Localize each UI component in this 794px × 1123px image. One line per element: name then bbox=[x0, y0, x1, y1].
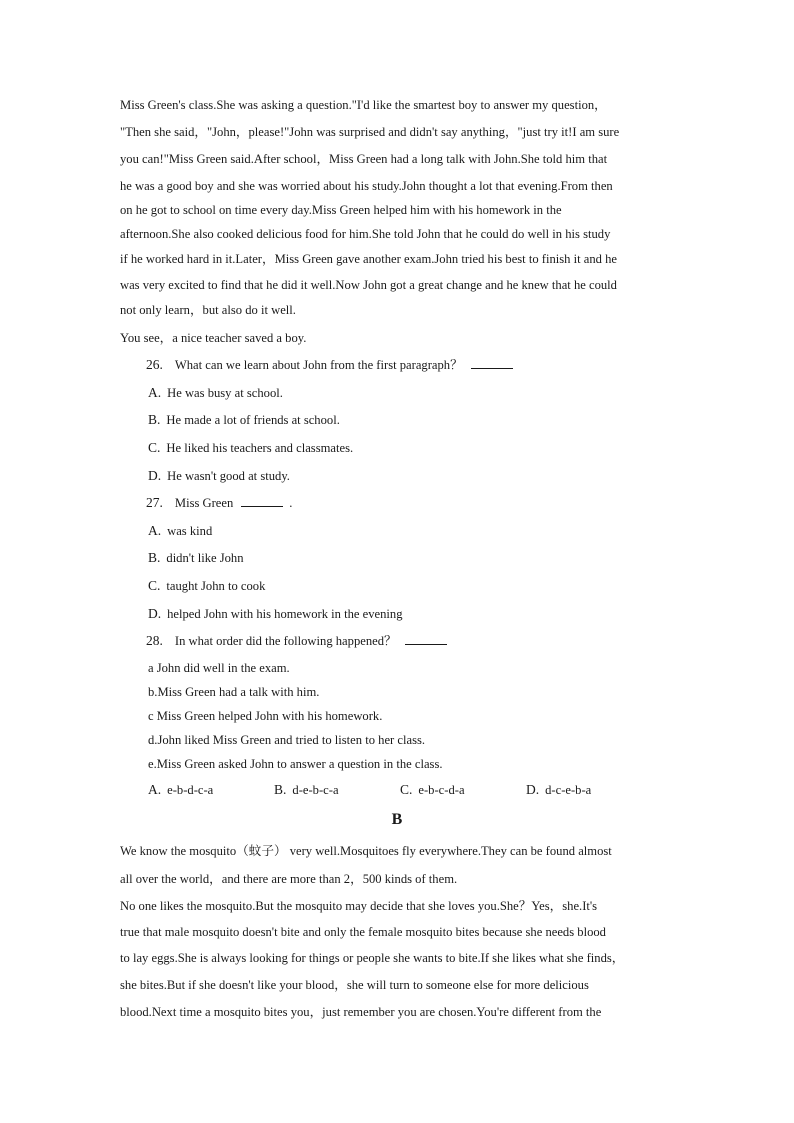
option-letter: D. bbox=[526, 782, 540, 797]
passage-a-line: You see，a nice teacher saved a boy. bbox=[120, 331, 307, 345]
option-text: e-b-d-c-a bbox=[167, 783, 214, 797]
question-27-option-b[interactable] bbox=[148, 550, 244, 566]
option-text: He liked his teachers and classmates. bbox=[166, 441, 354, 455]
option-letter: D. bbox=[148, 606, 162, 621]
passage-a-line: afternoon.She also cooked delicious food for him.She told John that he could do well in his study bbox=[120, 227, 611, 241]
option-text: He made a lot of friends at school. bbox=[166, 413, 340, 427]
question-text-end: . bbox=[289, 496, 293, 510]
question-number: 28. bbox=[146, 633, 163, 648]
option-letter: B. bbox=[274, 782, 287, 797]
event-item: a John did well in the exam. bbox=[148, 661, 290, 675]
option-text: He was busy at school. bbox=[167, 386, 283, 400]
option-letter: A. bbox=[148, 782, 162, 797]
question-27-option-a[interactable] bbox=[148, 523, 212, 539]
option-letter: D. bbox=[148, 468, 162, 483]
option-text: e-b-c-d-a bbox=[418, 783, 465, 797]
question-26-option-a[interactable] bbox=[148, 385, 283, 401]
question-27-option-c[interactable] bbox=[148, 578, 265, 594]
event-item: e.Miss Green asked John to answer a question in the class. bbox=[148, 757, 443, 771]
question-28-option-c[interactable] bbox=[400, 782, 465, 798]
passage-a-line: if he worked hard in it.Later，Miss Green gave another exam.John tried his best to finish it and he bbox=[120, 252, 617, 266]
passage-a-line: "Then she said，"John，please!"John was surprised and didn't say anything，"just try it!I am sure bbox=[120, 125, 620, 139]
question-28 bbox=[146, 633, 447, 649]
passage-b-line: No one likes the mosquito.But the mosquito may decide that she loves you.She？Yes，she.It's bbox=[120, 899, 598, 913]
option-text: didn't like John bbox=[166, 551, 244, 565]
passage-a-line: not only learn，but also do it well. bbox=[120, 303, 296, 317]
option-letter: A. bbox=[148, 385, 162, 400]
passage-b-line: true that male mosquito doesn't bite and only the female mosquito bites because she needs blood bbox=[120, 925, 606, 939]
question-26 bbox=[146, 357, 513, 373]
option-text: taught John to cook bbox=[166, 579, 266, 593]
option-letter: B. bbox=[148, 550, 161, 565]
option-letter: C. bbox=[148, 578, 161, 593]
question-28-option-a[interactable] bbox=[148, 782, 213, 798]
passage-a-line: on he got to school on time every day.Miss Green helped him with his homework in the bbox=[120, 203, 562, 217]
option-text: helped John with his homework in the evening bbox=[167, 607, 403, 621]
section-heading: B bbox=[391, 811, 403, 828]
question-text: Miss Green bbox=[174, 496, 234, 510]
event-item: b.Miss Green had a talk with him. bbox=[148, 685, 320, 699]
passage-a-line: Miss Green's class.She was asking a question."I'd like the smartest boy to answer my question， bbox=[120, 98, 607, 112]
answer-blank[interactable] bbox=[405, 634, 447, 645]
passage-a-line: was very excited to find that he did it well.Now John got a great change and he knew that he could bbox=[120, 278, 617, 292]
question-27-option-d[interactable] bbox=[148, 606, 403, 622]
question-28-option-d[interactable] bbox=[526, 782, 591, 798]
option-text: He wasn't good at study. bbox=[167, 469, 290, 483]
passage-a-line: you can!"Miss Green said.After school，Miss Green had a long talk with John.She told him that bbox=[120, 152, 608, 166]
question-26-option-b[interactable] bbox=[148, 412, 340, 428]
question-text: In what order did the following happened？ bbox=[174, 634, 397, 648]
event-item: c Miss Green helped John with his homework. bbox=[148, 709, 383, 723]
passage-b-line: We know the mosquito（蚊子） very well.Mosquitoes fly everywhere.They can be found almost bbox=[120, 844, 612, 858]
question-27 bbox=[146, 495, 292, 511]
question-26-option-d[interactable] bbox=[148, 468, 290, 484]
passage-b-line: blood.Next time a mosquito bites you，just remember you are chosen.You're different from the bbox=[120, 1005, 602, 1019]
question-number: 27. bbox=[146, 495, 163, 510]
option-letter: C. bbox=[400, 782, 413, 797]
option-letter: A. bbox=[148, 523, 162, 538]
passage-b-line: all over the world，and there are more than 2，500 kinds of them. bbox=[120, 872, 458, 886]
question-number: 26. bbox=[146, 357, 163, 372]
option-letter: C. bbox=[148, 440, 161, 455]
option-text: d-e-b-c-a bbox=[292, 783, 339, 797]
answer-blank[interactable] bbox=[241, 496, 283, 507]
option-text: d-c-e-b-a bbox=[545, 783, 592, 797]
passage-b-line: to lay eggs.She is always looking for things or people she wants to bite.If she likes what she finds， bbox=[120, 951, 625, 965]
question-26-option-c[interactable] bbox=[148, 440, 353, 456]
passage-a-line: he was a good boy and she was worried about his study.John thought a lot that evening.From then bbox=[120, 179, 613, 193]
option-letter: B. bbox=[148, 412, 161, 427]
option-text: was kind bbox=[167, 524, 213, 538]
event-item: d.John liked Miss Green and tried to listen to her class. bbox=[148, 733, 426, 747]
question-28-option-b[interactable] bbox=[274, 782, 339, 798]
question-text: What can we learn about John from the first paragraph？ bbox=[174, 358, 463, 372]
passage-b-line: she bites.But if she doesn't like your blood，she will turn to someone else for more delicious bbox=[120, 978, 589, 992]
answer-blank[interactable] bbox=[471, 358, 513, 369]
